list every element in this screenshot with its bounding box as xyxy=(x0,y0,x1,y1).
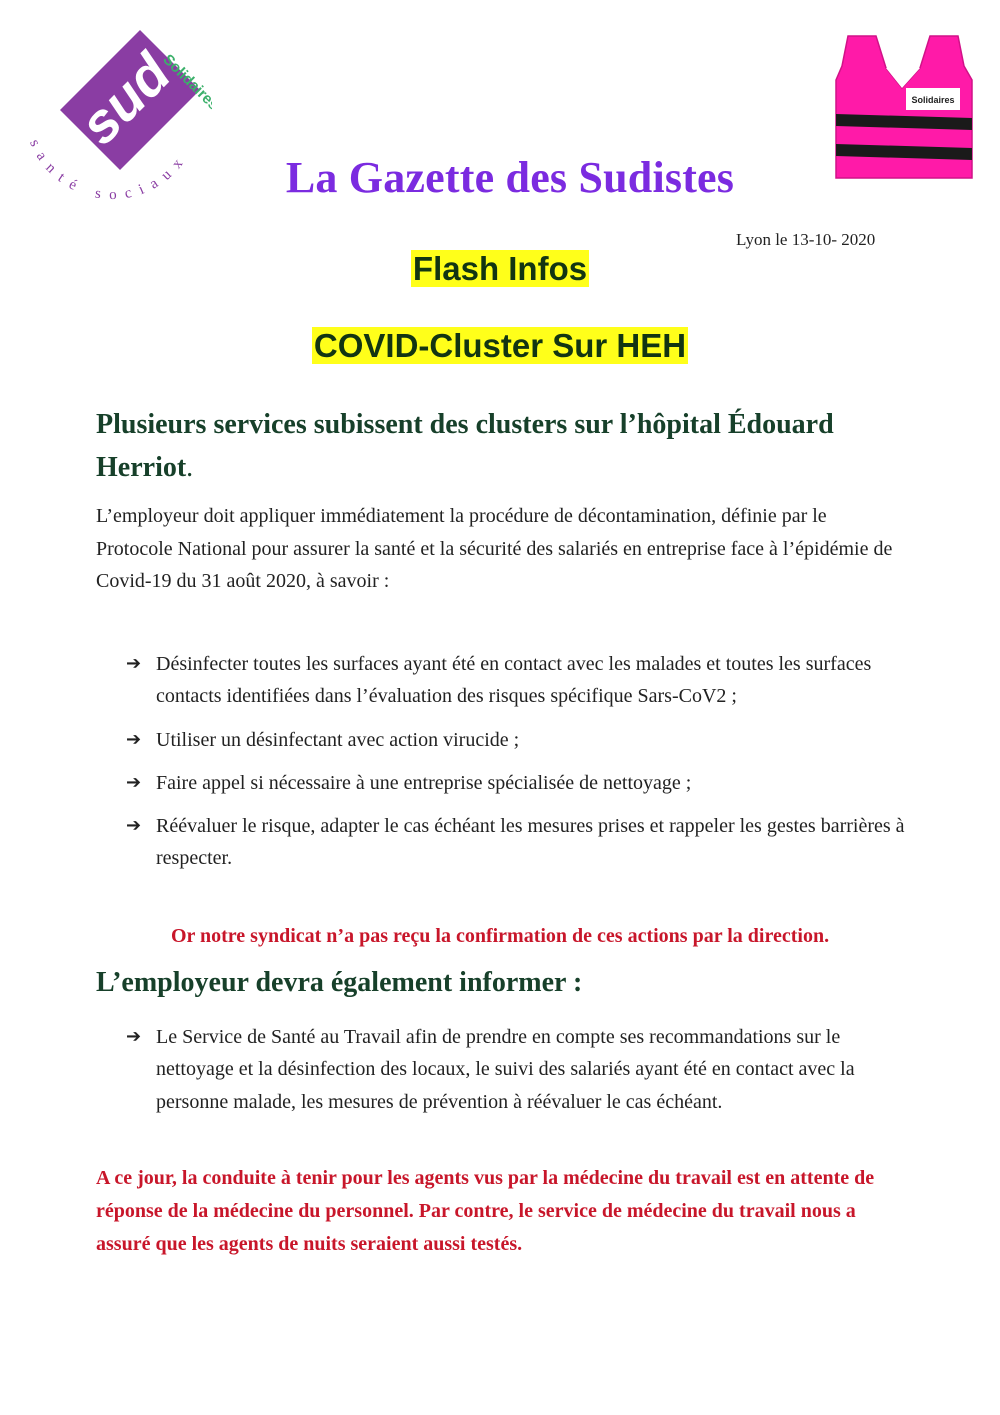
section1-heading-end: . xyxy=(186,452,194,483)
covid-banner xyxy=(0,327,1000,366)
logo-brand-text: sud xyxy=(67,41,183,157)
vest-label: Solidaires xyxy=(911,95,955,105)
list-item xyxy=(126,810,906,875)
arrow-right-icon: ➔ xyxy=(126,728,142,750)
arrow-right-icon: ➔ xyxy=(126,653,142,674)
covid-cluster-label: COVID-Cluster Sur HEH xyxy=(313,327,687,364)
bullet-text: Désinfecter toutes les surfaces ayant été en contact avec les malades et toutes les surfaces contacts identifiées dans l’évaluation des risques spécifique Sars-CoV2 ; xyxy=(156,653,872,708)
section1-heading-text: Plusieurs services subissent des clusters sur l’hôpital Édouard Herriot xyxy=(96,409,834,483)
arrow-right-icon: ➔ xyxy=(126,771,142,793)
flash-infos-label: Flash Infos xyxy=(412,250,588,287)
section1-notice: Or notre syndicat n’a pas reçu la confirmation de ces actions par la direction. xyxy=(170,925,830,947)
list-item xyxy=(126,648,906,713)
logo-tag-text: Solidaires xyxy=(159,51,212,114)
arrow-right-icon: ➔ xyxy=(126,815,142,837)
bullet-text: Le Service de Santé au Travail afin de prendre en compte ses recommandations sur le nettoyage et la désinfection des locaux, le suivi des salariés ayant été en contact avec la personne malade, les mesures de prévention à réévaluer le cas échéant. xyxy=(156,1026,855,1113)
flash-banner xyxy=(0,250,1000,289)
date-line: Lyon le 13-10- 2020 xyxy=(736,230,876,249)
list-item xyxy=(126,724,906,756)
bullet-text: Réévaluer le risque, adapter le cas échéant les mesures prises et rappeler les gestes barrières à respecter. xyxy=(156,815,905,870)
section2-bullet-list xyxy=(126,1021,906,1118)
gazette-title: La Gazette des Sudistes xyxy=(285,153,735,202)
list-item xyxy=(126,1021,906,1118)
section2-heading: L’employeur devra également informer : xyxy=(96,967,583,998)
logo-ring-text: santé sociaux xyxy=(26,136,192,204)
section2-notice: A ce jour, la conduite à tenir pour les agents vus par la médecine du travail est en attente de réponse de la médecine du personnel. Par contre, le service de médecine du travail nous a assuré que les agents de nuits seraient aussi testés. xyxy=(96,1167,875,1255)
section1-heading xyxy=(96,403,926,489)
arrow-right-icon: ➔ xyxy=(126,1026,142,1047)
section1-paragraph: L’employeur doit appliquer immédiatement la procédure de décontamination, définie par le Protocole National pour assurer la santé et la sécurité des salariés en entreprise face à l’épidémie de Covid-19 du 31 août 2020, à savoir : xyxy=(96,505,893,592)
bullet-text: Faire appel si nécessaire à une entreprise spécialisée de nettoyage ; xyxy=(156,771,692,794)
section1-bullet-list xyxy=(126,648,906,875)
list-item xyxy=(126,767,906,799)
bullet-text: Utiliser un désinfectant avec action virucide ; xyxy=(156,728,520,751)
